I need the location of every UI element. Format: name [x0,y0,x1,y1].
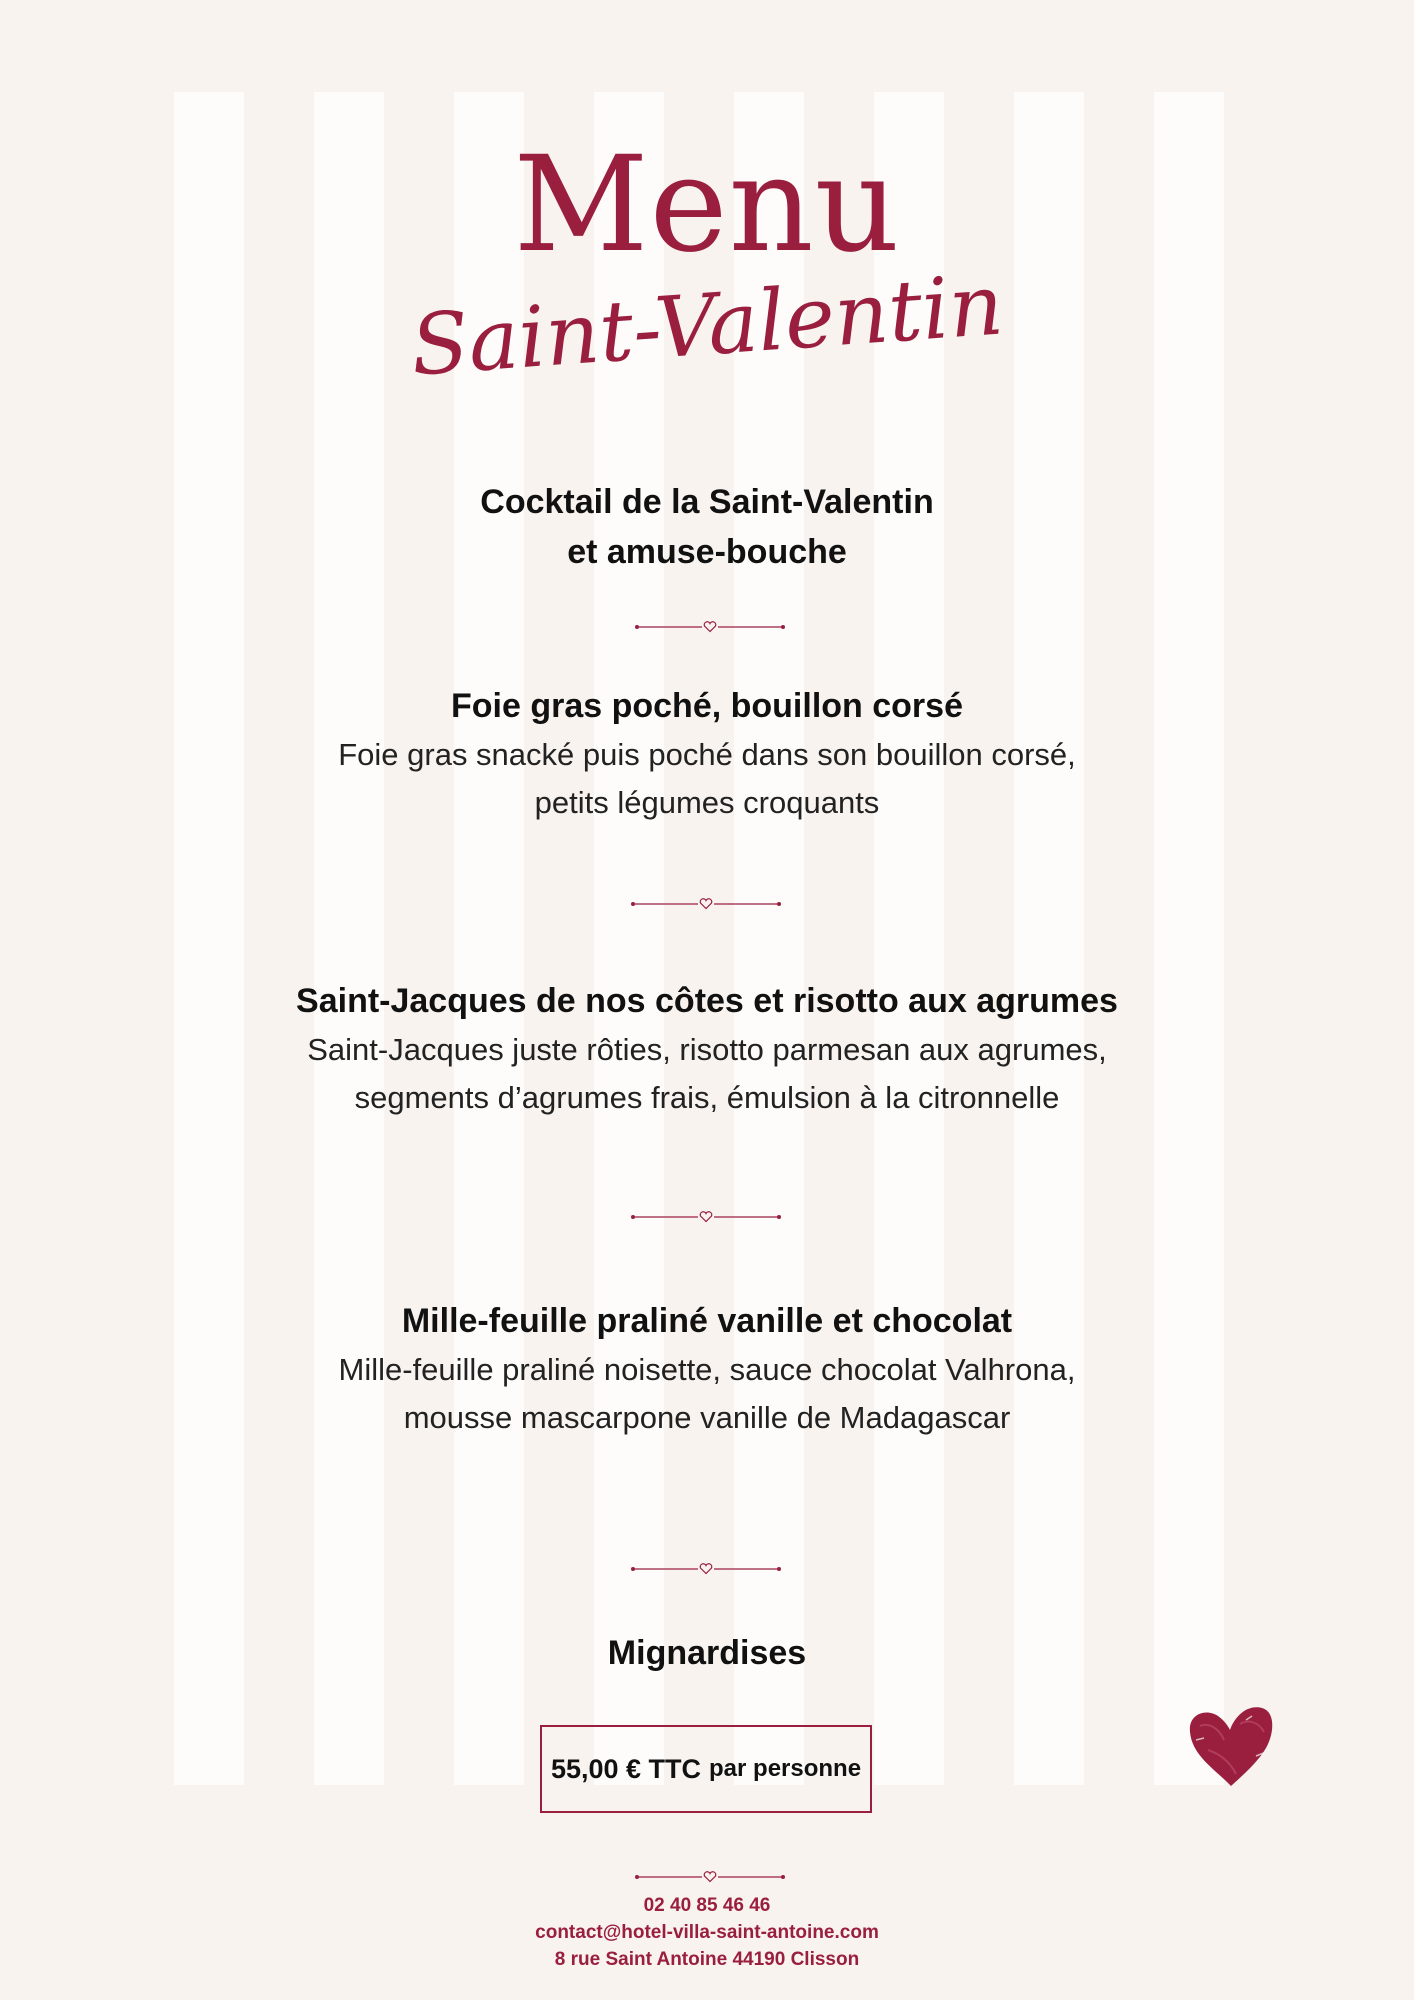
course-title: Mignardises [607,1634,807,1672]
course-description: segments d’agrumes frais, émulsion à la citronnelle [354,1080,1060,1115]
contact-phone: 02 40 85 46 46 [643,1895,771,1916]
course-title: Saint-Jacques de nos côtes et risotto aux agrumes [296,982,1118,1020]
contact-address: 8 rue Saint Antoine 44190 Clisson [554,1949,860,1970]
course-description: petits légumes croquants [534,785,880,820]
course-mignardises [0,1628,1414,1678]
menu-subtitle: Saint-Valentin [407,255,1007,395]
course-title: et amuse-bouche [567,533,847,571]
heart-divider-icon [634,1869,786,1885]
course-dessert [0,1296,1414,1442]
price-box [540,1725,872,1813]
course-main [0,976,1414,1122]
course-starter [0,681,1414,827]
menu-title: Menu [513,128,901,282]
course-cocktail [0,477,1414,577]
course-title: Mille-feuille praliné vanille et chocolat [401,1302,1013,1340]
heart-divider-icon [630,896,782,912]
course-description: Saint-Jacques juste rôties, risotto parmesan aux agrumes, [307,1032,1107,1067]
contact-email: contact@hotel-villa-saint-antoine.com [535,1922,879,1943]
course-title: Cocktail de la Saint-Valentin [480,483,934,521]
heart-brush-icon [1186,1700,1276,1792]
course-description: Mille-feuille praliné noisette, sauce chocolat Valhrona, [338,1352,1076,1387]
course-description: Foie gras snacké puis poché dans son bouillon corsé, [338,737,1076,772]
heart-divider-icon [634,619,786,635]
heart-divider-icon [630,1561,782,1577]
price-amount: 55,00 € TTC [550,1753,702,1784]
course-description: mousse mascarpone vanille de Madagascar [403,1400,1011,1435]
price-suffix: par personne [709,1755,862,1782]
course-title: Foie gras poché, bouillon corsé [451,687,963,725]
contact-block [0,1892,1414,1973]
heart-divider-icon [630,1209,782,1225]
